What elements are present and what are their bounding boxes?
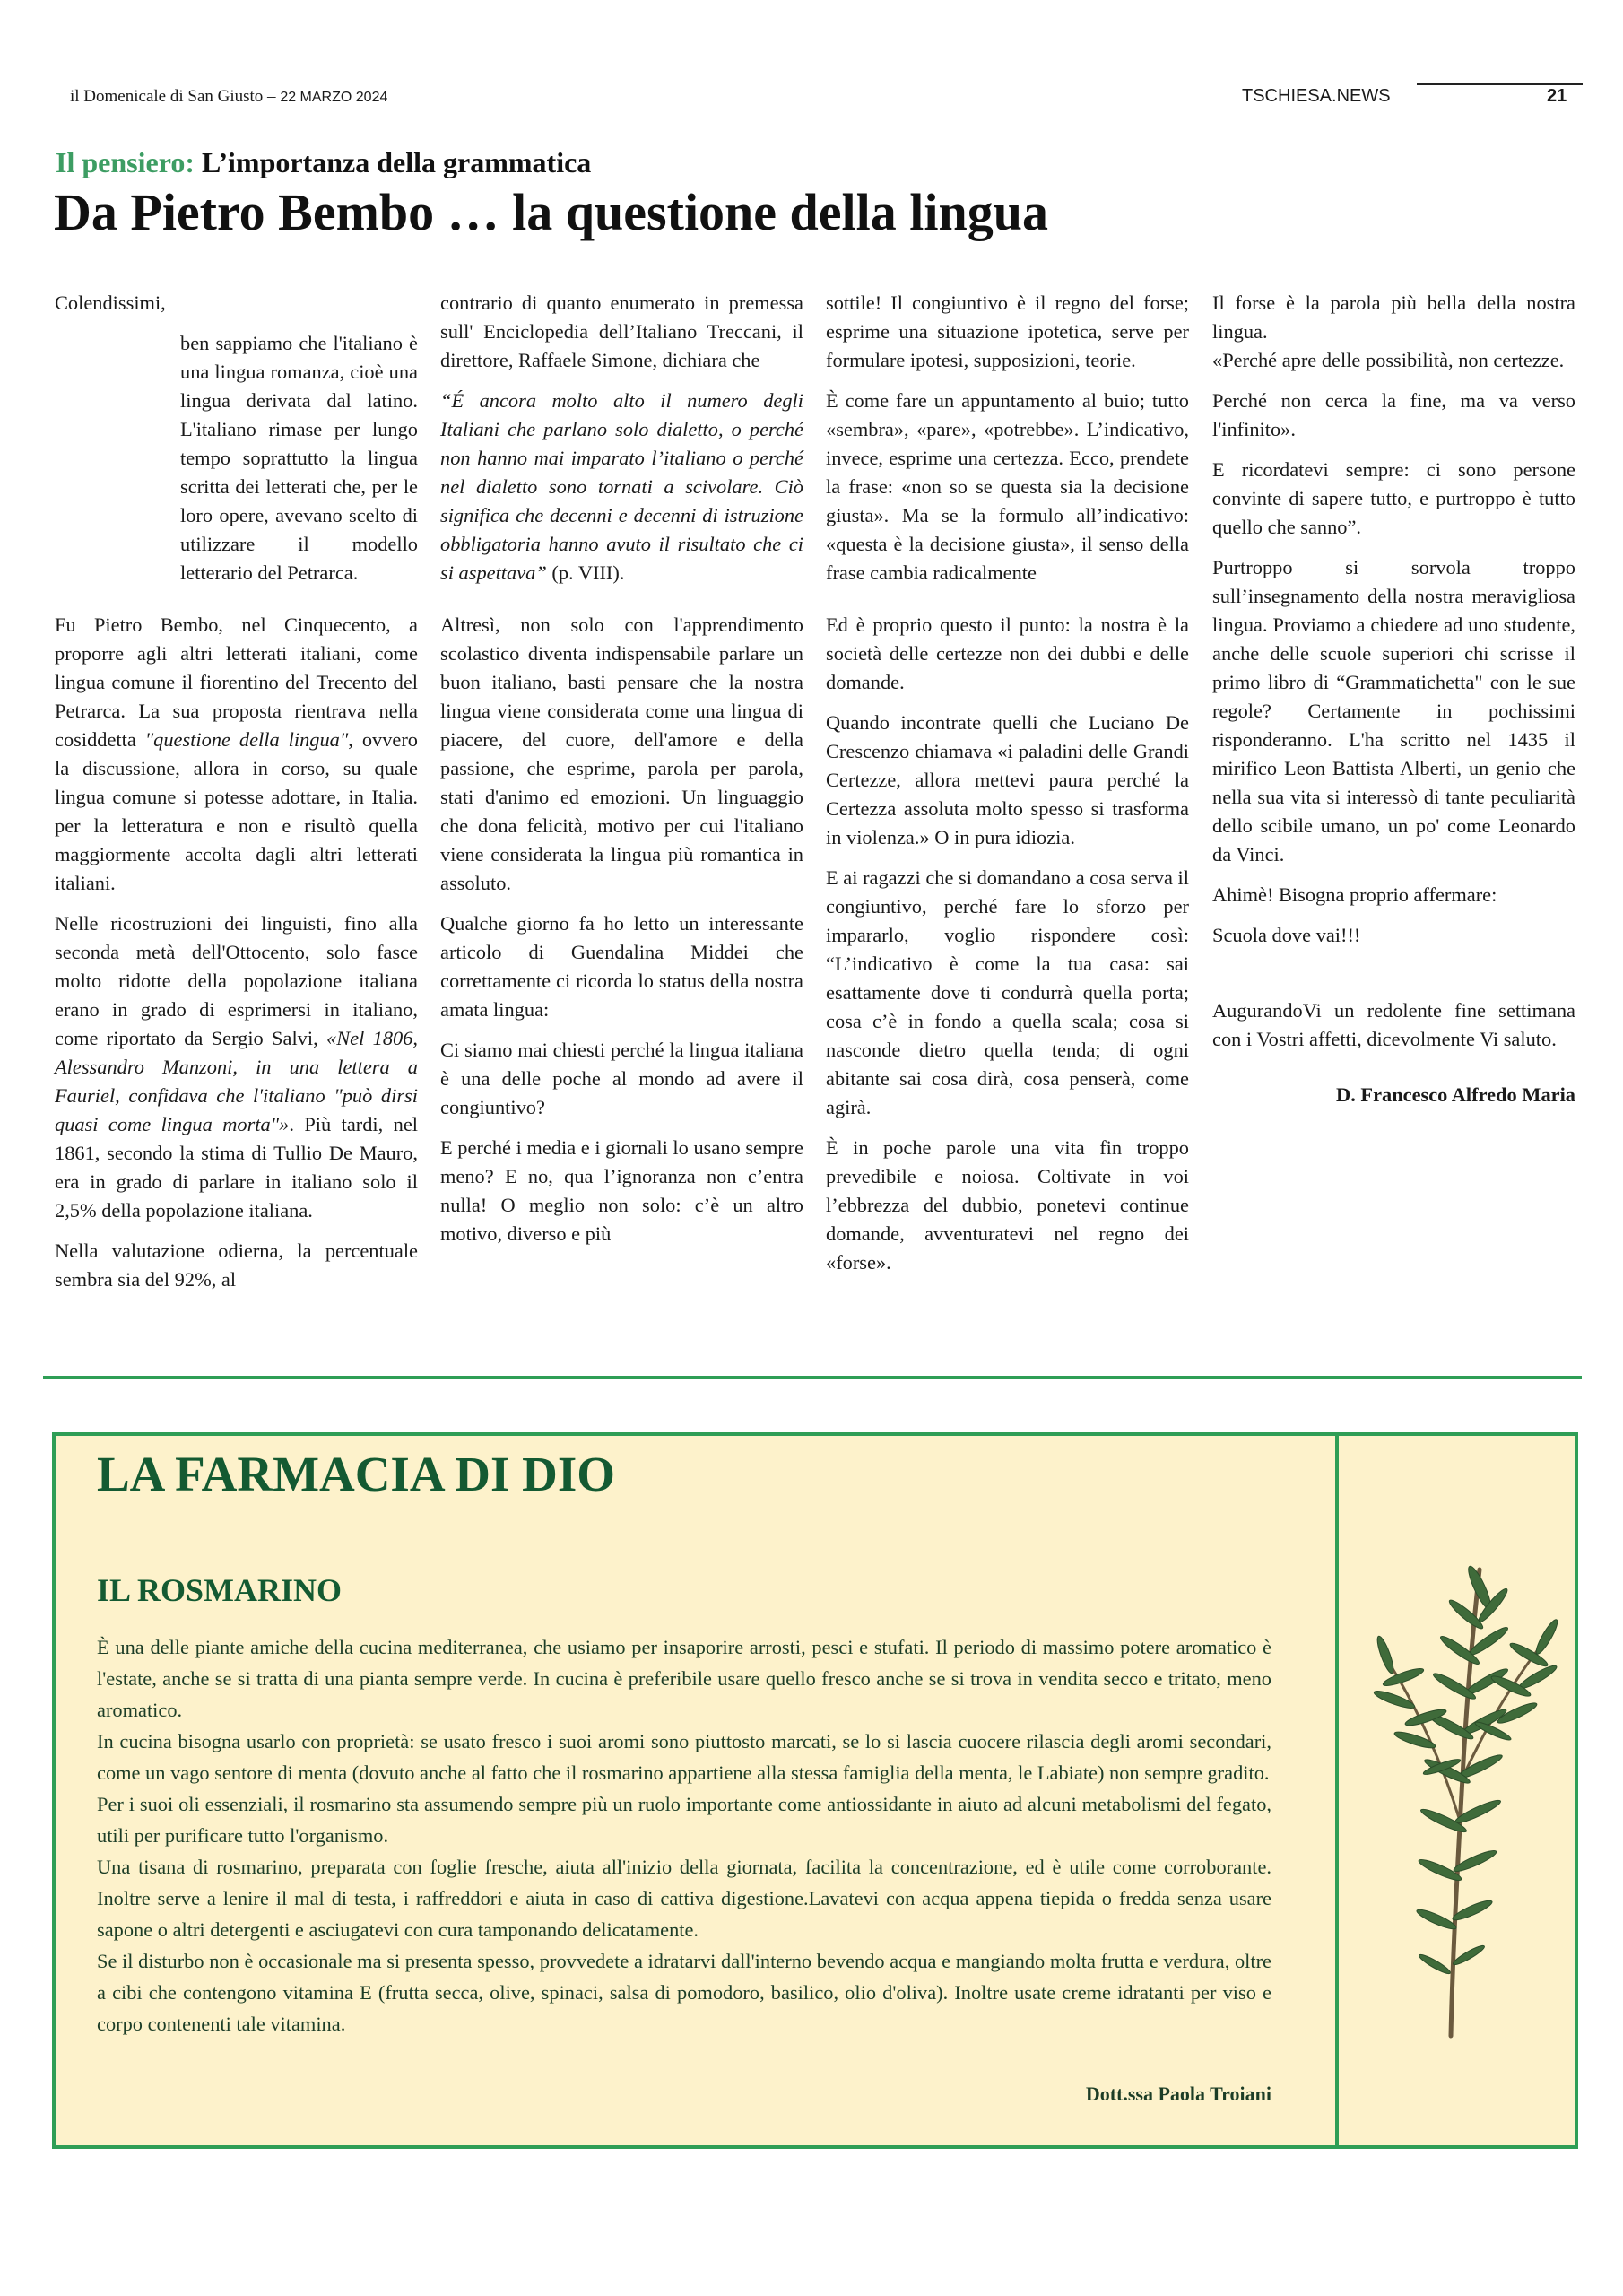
article-signature: D. Francesco Alfredo Maria — [1336, 1083, 1575, 1106]
paragraph: Quando incontrate quelli che Luciano De Crescenzo chiamava «i paladini delle Grandi Certezze, allora mettevi paura perché la Certezza assoluta molto spesso si trasforma in violenza.» O in pura idiozia. — [826, 711, 1189, 848]
paragraph: Nella valutazione odierna, la percentuale sembra sia del 92%, al — [55, 1239, 418, 1291]
paragraph — [55, 611, 418, 898]
box-paragraph: È una delle piante amiche della cucina mediterranea, che usiamo per insaporire arrosti, pesci e stufati. Il periodo di massimo potere aromatico è l'estate, anche se si tratta di una pianta sempre verde. In cucina è preferibile usare quello fresco anche se si trova in vendita secco e tritato, meno aromatico. — [97, 1636, 1271, 1721]
site-name: TSCHIESA.NEWS — [1242, 86, 1391, 106]
article-column-2 — [440, 289, 803, 1260]
publication-name: il Domenicale di San Giusto – — [70, 87, 276, 106]
paragraph-text: ben sappiamo che l'italiano è una lingua romanza, cioè una lingua derivata dal latino. L'italiano rimase per lungo tempo soprattutto la lingua scritta dei letterati che, per le loro opere, avevano scelto di utilizzare il modello letterario del Petrarca. — [180, 332, 418, 584]
publication-line — [70, 87, 387, 107]
box-paragraph: Per i suoi oli essenziali, il rosmarino sta assumendo sempre più un ruolo importante come antiossidante in aiuto ad alcuni metabolismi del fegato, utili per purificare tutto l'organismo. — [97, 1793, 1271, 1847]
paragraph: È in poche parole una vita fin troppo prevedibile e noiosa. Coltivate in voi l’ebbrezza del dubbio, ponetevi continue domande, avventuratevi nel regno dei «forse». — [826, 1136, 1189, 1274]
paragraph: E ricordatevi sempre: ci sono persone convinte di sapere tutto, e purtroppo è tutto quello che sanno”. — [1212, 458, 1575, 538]
paragraph: Ed è proprio questo il punto: la nostra è la società delle certezze non dei dubbi e delle domande. — [826, 613, 1189, 693]
paragraph-text: Nelle ricostruzioni dei linguisti, fino alla seconda metà dell'Ottocento, solo fasce molto ridotte della popolazione italiana erano in grado di esprimersi in italiano, come riportato da Sergio Salvi, — [55, 912, 418, 1049]
salutation: Colendissimi, — [55, 291, 166, 314]
quote-text: “É ancora molto alto il numero degli Italiani che parlano solo dialetto, o perché non hanno mai imparato l’italiano o perché nel dialetto sono tornati a scivolare. Ciò significa che decenni e decenni di istruzione obbligatoria hanno avuto il risultato che ci si aspettava” — [440, 389, 803, 584]
box-signature: Dott.ssa Paola Troiani — [1085, 2083, 1271, 2105]
box-subtitle: IL ROSMARINO — [97, 1572, 343, 1608]
article-kicker — [56, 146, 591, 179]
paragraph: Perché non cerca la fine, ma va verso l'infinito». — [1212, 389, 1575, 440]
article-column-3 — [826, 289, 1189, 1289]
box-title: LA FARMACIA DI DIO — [97, 1447, 616, 1501]
paragraph-text: . Più tardi, nel 1861, secondo la stima di Tullio De Mauro, era in grado di parlare in italiano solo il 2,5% della popolazione italiana. — [55, 1113, 418, 1222]
page-number: 21 — [1547, 86, 1567, 106]
emphasis: "questione della lingua" — [144, 728, 349, 751]
paragraph: È come fare un appuntamento al buio; tutto «sembra», «pare», «potrebbe». L’indicativo, invece, esprime una certezza. Ecco, prendete la frase: «non so se questa sia la decisione giusta». Ma se la formulo all’indicativo: «questa è la decisione giusta», il senso della frase cambia radicalmente — [826, 389, 1189, 584]
paragraph: sottile! Il congiuntivo è il regno del forse; esprime una situazione ipotetica, serve per formulare ipotesi, supposizioni, teorie. — [826, 291, 1189, 371]
article-column-4 — [1212, 289, 1575, 1121]
paragraph: Scuola dove vai!!! — [1212, 924, 1361, 946]
paragraph: contrario di quanto enumerato in premessa sull' Enciclopedia dell’Italiano Treccani, il direttore, Raffaele Simone, dichiara che — [440, 291, 803, 371]
rosemary-sprig-image — [1345, 1552, 1578, 2045]
paragraph-text: , ovvero la discussione, allora in corso, su quale lingua comune si potesse adottare, in Italia. per la letteratura e non e risultò quella maggiormente accolta dagli altri letterati italiani. — [55, 728, 418, 894]
paragraph: E perché i media e i giornali lo usano sempre meno? E no, qua l’ignoranza non c’entra nulla! O meglio non solo: c’è un altro motivo, diverso e più — [440, 1136, 803, 1245]
paragraph: Il forse è la parola più bella della nostra lingua. — [1212, 291, 1575, 343]
article-column-1 — [55, 289, 418, 1306]
paragraph — [55, 329, 418, 587]
box-paragraph: Una tisana di rosmarino, preparata con foglie fresche, aiuta all'inizio della giornata, facilita la concentrazione, ed è utile come corroborante. Inoltre serve a lenire il mal di testa, i raffreddori e aiuta in caso di cattiva digestione.Lavatevi con acqua appena tiepida o fredda senza usare sapone o altri detergenti e asciugatevi con cura tamponando delicatamente. — [97, 1856, 1271, 1941]
paragraph: Qualche giorno fa ho letto un interessante articolo di Guendalina Middei che correttamente ci ricorda lo status della nostra amata lingua: — [440, 912, 803, 1021]
kicker-topic: L’importanza della grammatica — [201, 146, 592, 178]
box-paragraph: In cucina bisogna usarlo con proprietà: se usato fresco i suoi aromi sono piuttosto marcati, se lo si lascia cuocere rilascia degli aromi secondari, come un vago sentore di menta (dovuto anche al fatto che il rosmarino appartiene alla stessa famiglia della menta, le Labiate) non sempre gradito. — [97, 1730, 1271, 1784]
header-accent-bar — [1417, 83, 1583, 85]
paragraph: Purtroppo si sorvola troppo sull’insegnamento della nostra meravigliosa lingua. Proviamo a chiedere ad uno studente, anche delle scuole superiori chi scrisse il primo libro di “Grammatichetta" con le sue regole? Certamente in pochissimi risponderanno. L'ha scritto nel 1435 il mirifico Leon Battista Alberti, un genio che nella sua vita si interessò di tante peculiarità dello scibile umano, un po' come Leonardo da Vinci. — [1212, 556, 1575, 865]
paragraph: Ci siamo mai chiesti perché la lingua italiana è una delle poche al mondo ad avere il congiuntivo? — [440, 1039, 803, 1118]
paragraph: E ai ragazzi che si domandano a cosa serva il congiuntivo, perché fare lo sforzo per impararlo, voglio rispondere così: “L’indicativo è come la tua casa: sai esattamente dove ti condurrà quella porta; cosa c’è in fondo a quella scala; cosa si nasconde dietro quella tenda; di ogni abitante sai cosa dirà, cosa penserà, come agirà. — [826, 866, 1189, 1118]
quotation — [440, 387, 803, 587]
paragraph — [55, 909, 418, 1225]
paragraph-text: Fu Pietro Bembo, nel Cinquecento, a proporre agli altri letterati italiani, come lingua comune il fiorentino del Trecento del Petrarca. La sua proposta rientrava nella cosiddetta — [55, 613, 418, 751]
section-divider — [43, 1376, 1582, 1379]
quote-reference: (p. VIII). — [546, 561, 625, 584]
box-column-divider — [1335, 1432, 1339, 2149]
box-paragraph: Se il disturbo non è occasionale ma si presenta spesso, provvedete a idratarvi dall'interno bevendo acqua e mangiando molta frutta e verdura, oltre a cibi che contengono vitamina E (frutta secca, olive, spinaci, salsa di pomodoro, basilico, olio d'oliva). Inoltre usate creme idratanti per viso e corpo contenenti tale vitamina. — [97, 1950, 1271, 2035]
paragraph: Altresì, non solo con l'apprendimento scolastico diventa indispensabile parlare un buon italiano, basti pensare che la nostra lingua viene considerata come una lingua di piacere, del cuore, dell'amore e della passione, che esprime, parola per parola, stati d'animo ed emozioni. Un linguaggio che dona felicità, motivo per cui l'italiano viene considerata la lingua più romantica in assoluto. — [440, 613, 803, 894]
paragraph: «Perché apre delle possibilità, non certezze. — [1212, 349, 1565, 371]
box-body — [97, 1631, 1271, 2039]
article-headline: Da Pietro Bembo … la questione della lingua — [54, 183, 1049, 241]
issue-date: 22 MARZO 2024 — [280, 90, 388, 105]
kicker-section: Il pensiero: — [56, 146, 195, 178]
paragraph: AugurandoVi un redolente fine settimana con i Vostri affetti, dicevolmente Vi saluto. — [1212, 999, 1575, 1050]
paragraph: Ahimè! Bisogna proprio affermare: — [1212, 883, 1497, 906]
quotation: «Nel 1806, Alessandro Manzoni, in una lettera a Fauriel, confidava che l'italiano "può dirsi quasi come lingua morta"» — [55, 1027, 419, 1135]
